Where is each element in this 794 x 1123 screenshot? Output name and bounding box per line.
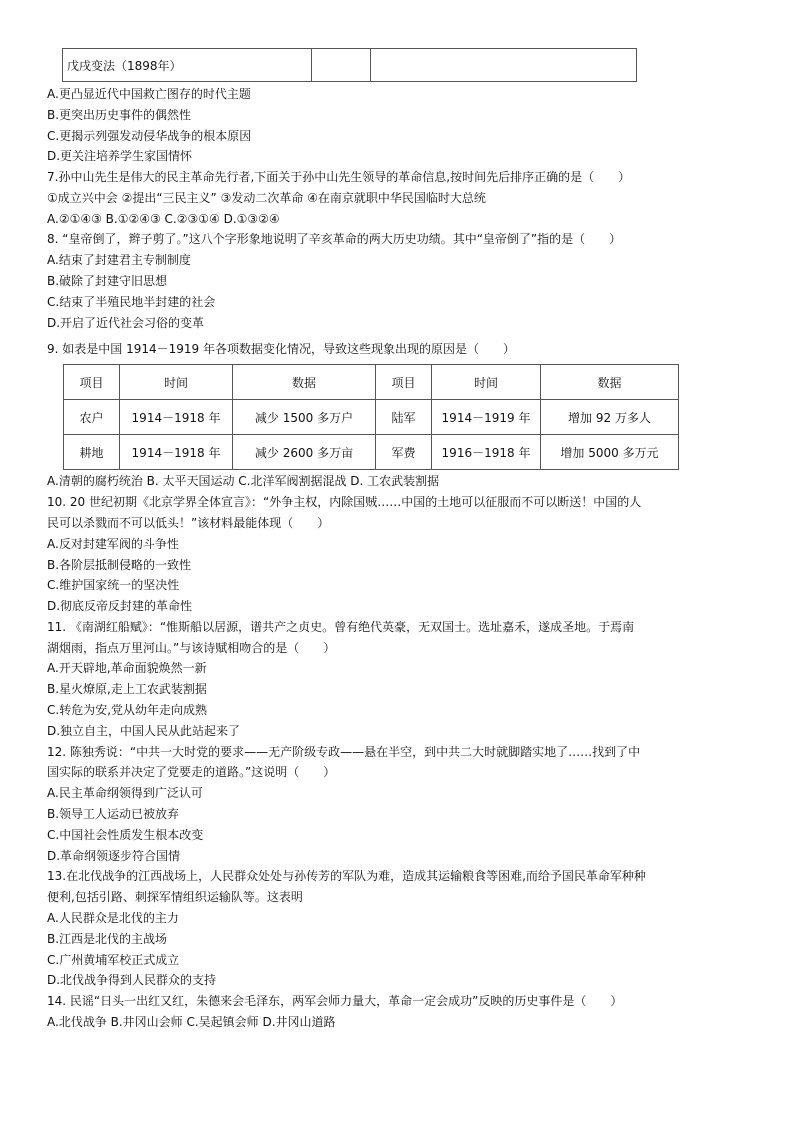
q12-stem-line1: 12. 陈独秀说：“中共一大时党的要求——无产阶级专政——悬在半空，到中共二大时就脚踏实地了……找到了中 xyxy=(47,745,641,759)
table-row xyxy=(64,400,679,435)
table-header: 数据 xyxy=(541,365,679,400)
q12-option-c: C.中国社会性质发生根本改变 xyxy=(47,828,204,842)
table-cell-empty xyxy=(312,49,371,82)
q13-option-d: D.北伐战争得到人民群众的支持 xyxy=(47,973,217,987)
q10-option-c: C.维护国家统一的坚决性 xyxy=(47,578,180,592)
table-cell: 1916－1918 年 xyxy=(432,435,541,470)
q11-option-a: A.开天辟地,革命面貌焕然一新 xyxy=(47,661,207,675)
q6-option-b: B.更突出历史事件的偶然性 xyxy=(47,108,192,122)
q9-data-table xyxy=(63,364,679,470)
q10-stem-line2: 民可以杀戮而不可以低头！”该材料最能体现（ ） xyxy=(47,516,330,530)
q10-stem-line1: 10. 20 世纪初期《北京学界全体宣言》：“外争主权，内除国贼……中国的土地可以征服而不可以断送！中国的人 xyxy=(47,495,642,509)
q7-stem: 7.孙中山先生是伟大的民主革命先行者,下面关于孙中山先生领导的革命信息,按时间先后排序正确的是（ ） xyxy=(47,170,631,184)
table-cell: 增加 92 万多人 xyxy=(541,400,679,435)
q6-option-a: A.更凸显近代中国救亡图存的时代主题 xyxy=(47,87,251,101)
q7-items: ①成立兴中会 ②提出“三民主义” ③发动二次革命 ④在南京就职中华民国临时大总统 xyxy=(47,191,486,205)
q9-options: A.清朝的腐朽统治 B. 太平天国运动 C.北洋军阀割据混战 D. 工农武装割据 xyxy=(47,474,440,488)
q8-option-b: B.破除了封建守旧思想 xyxy=(47,274,168,288)
table-row xyxy=(64,435,679,470)
q13-option-c: C.广州黄埔军校正式成立 xyxy=(47,953,180,967)
q12-option-a: A.民主革命纲领得到广泛认可 xyxy=(47,786,203,800)
q10-option-b: B.各阶层抵制侵略的一致性 xyxy=(47,558,192,572)
q11-option-d: D.独立自主，中国人民从此站起来了 xyxy=(47,724,241,738)
table-cell: 军费 xyxy=(376,435,432,470)
table-header: 项目 xyxy=(376,365,432,400)
q6-option-c: C.更揭示列强发动侵华战争的根本原因 xyxy=(47,129,252,143)
q11-stem-line1: 11. 《南湖红船赋》：“惟斯船以居源，谱共产之贞史。曾有绝代英豪，无双国士。选址嘉禾，遂成圣地。于焉南 xyxy=(47,620,635,634)
q11-option-c: C.转危为安,党从幼年走向成熟 xyxy=(47,703,208,717)
table-cell: 减少 2600 多万亩 xyxy=(233,435,376,470)
q8-option-d: D.开启了近代社会习俗的变革 xyxy=(47,316,205,330)
table-cell: 1914－1918 年 xyxy=(120,435,233,470)
q13-stem-line2: 便利,包括引路、刺探军情组织运输队等。这表明 xyxy=(47,890,303,904)
table-header: 数据 xyxy=(233,365,376,400)
table-cell: 农户 xyxy=(64,400,120,435)
q7-options: A.②①④③ B.①②④③ C.②③①④ D.①③②④ xyxy=(47,212,280,226)
q13-option-a: A.人民群众是北伐的主力 xyxy=(47,911,179,925)
table-header: 时间 xyxy=(432,365,541,400)
table-cell: 1914－1919 年 xyxy=(432,400,541,435)
q11-stem-line2: 湖烟雨，指点万里河山。”与该诗赋相吻合的是（ ） xyxy=(47,641,336,655)
table-header: 项目 xyxy=(64,365,120,400)
q14-stem: 14. 民谣“日头一出红又红，朱德来会毛泽东，两军会师力量大，革命一定会成功”反映的历史事件是（ ） xyxy=(47,994,623,1008)
table-cell-event: 戊戌变法（1898年） xyxy=(63,49,312,82)
q11-option-b: B.星火燎原,走上工农武装割据 xyxy=(47,682,207,696)
q10-option-d: D.彻底反帝反封建的革命性 xyxy=(47,599,193,613)
q12-option-b: B.领导工人运动已被放弃 xyxy=(47,807,180,821)
top-table xyxy=(62,48,637,82)
table-header: 时间 xyxy=(120,365,233,400)
table-cell: 减少 1500 多万户 xyxy=(233,400,376,435)
q8-option-a: A.结束了封建君主专制制度 xyxy=(47,253,191,267)
q14-options: A.北伐战争 B.井冈山会师 C.吴起镇会师 D.井冈山道路 xyxy=(47,1015,336,1029)
table-cell: 1914－1918 年 xyxy=(120,400,233,435)
table-cell: 耕地 xyxy=(64,435,120,470)
q9-stem: 9. 如表是中国 1914－1919 年各项数据变化情况，导致这些现象出现的原因是（ ） xyxy=(47,342,515,356)
table-cell: 陆军 xyxy=(376,400,432,435)
q12-stem-line2: 国实际的联系并决定了党要走的道路。”这说明（ ） xyxy=(47,765,336,779)
q8-option-c: C.结束了半殖民地半封建的社会 xyxy=(47,295,216,309)
table-cell-empty xyxy=(371,49,637,82)
q6-option-d: D.更关注培养学生家国情怀 xyxy=(47,149,193,163)
table-cell: 增加 5000 多万元 xyxy=(541,435,679,470)
q13-option-b: B.江西是北伐的主战场 xyxy=(47,932,168,946)
q12-option-d: D.革命纲领逐步符合国情 xyxy=(47,849,181,863)
table-header-row xyxy=(64,365,679,400)
q10-option-a: A.反对封建军阀的斗争性 xyxy=(47,537,179,551)
q8-stem: 8. “皇帝倒了，辫子剪了。”这八个字形象地说明了辛亥革命的两大历史功绩。其中“皇帝倒了”指的是（ ） xyxy=(47,232,622,246)
q13-stem-line1: 13.在北伐战争的江西战场上，人民群众处处与孙传芳的军队为难，造成其运输粮食等困难,而给予国民革命军种种 xyxy=(47,869,646,883)
